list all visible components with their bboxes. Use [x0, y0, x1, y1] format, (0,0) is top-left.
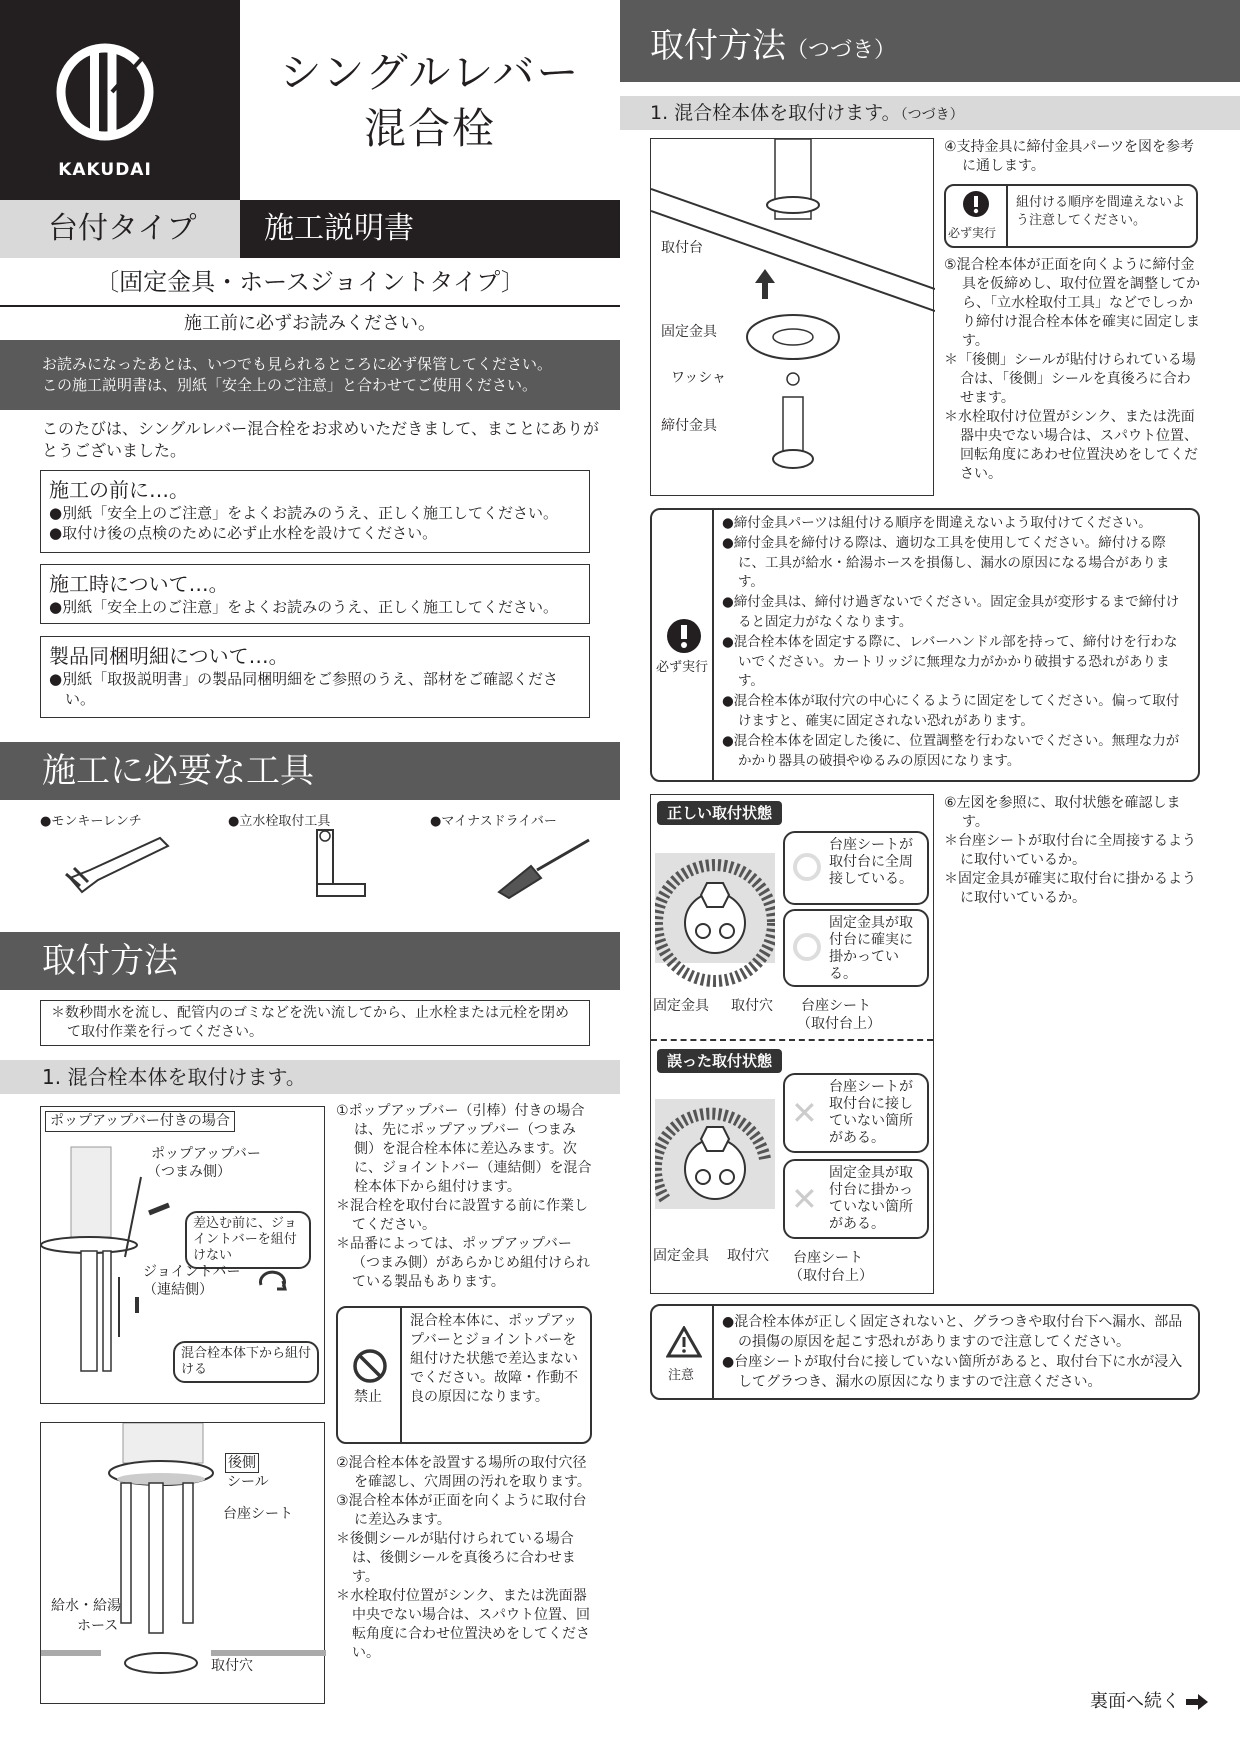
tool-driver-label: ●マイナスドライバー: [430, 814, 557, 829]
must-do-box-label: 必ず実行: [656, 660, 709, 675]
step-5-note-1: ＊「後側」シールが貼付けられている場合は、「後側」シールを真後ろに合わせます。: [944, 352, 1196, 406]
wrong-bubble-2: [783, 1159, 929, 1239]
joint-bar-label: ジョイントバー: [143, 1264, 241, 1280]
fix-bracket-label: 固定金具: [661, 324, 717, 340]
steps-right-2: [944, 794, 1202, 908]
wrong-bubble-2-text: 固定金具が取付台に掛かっていない箇所がある。: [829, 1165, 913, 1232]
mount-state-figure: [650, 794, 934, 1294]
during-work-item: ●別紙「安全上のご注意」をよくお読みのうえ、正しく施工してください。: [49, 598, 558, 616]
brand-logo-block: [0, 0, 240, 200]
popup-callout-1: 差込む前に、ジョイントバーを組付けない: [185, 1211, 311, 1269]
right-heading: [620, 0, 1240, 82]
correct-sheet-label: 台座シート: [801, 998, 871, 1014]
must-do-icon: [962, 190, 990, 218]
rotate-arrow-icon: [255, 1267, 291, 1297]
caution-divider: [712, 1306, 714, 1398]
back-seal-label: 後側: [225, 1453, 259, 1473]
popup-figure-title: ポップアップバー付きの場合: [45, 1111, 235, 1132]
subtitle: 〔固定金具・ホースジョイントタイプ〕: [95, 268, 525, 296]
page-title: [240, 45, 620, 157]
prohibit-box: [336, 1306, 592, 1444]
popup-bar-sublabel: （つまみ側）: [147, 1164, 231, 1180]
install-heading: 取付方法: [0, 932, 620, 990]
doc-label: 施工説明書: [240, 200, 620, 258]
hose-label-2: ホース: [77, 1618, 119, 1634]
tool-socket-label: ●立水栓取付工具: [228, 814, 331, 829]
step-3-note-2: ＊水栓取付位置がシンク、または洗面器中央でない場合は、スパウト位置、回転角度に合わせ位置決めをしてください。: [336, 1588, 590, 1661]
must-do-box: [650, 508, 1200, 782]
keep-notice: [0, 340, 620, 410]
step-3-note-1: ＊後側シールが貼付けられている場合は、後側シールを真後ろに合わせます。: [336, 1531, 576, 1585]
wrong-sheet-label: 台座シート: [793, 1250, 863, 1266]
correct-bubble-2: [783, 909, 929, 987]
base-sheet-label: 台座シート: [223, 1506, 293, 1522]
during-work-box: [40, 564, 590, 624]
ng-mark-icon: ✕: [791, 1094, 818, 1132]
must-do-box-divider: [712, 510, 714, 780]
wrong-state-tag: 誤った取付状態: [657, 1049, 782, 1073]
flush-note: ＊数秒間水を流し、配管内のゴミなどを洗い流してから、止水栓または元栓を閉めて取付作業を行ってください。: [40, 1000, 590, 1046]
steps-left-2: [336, 1454, 592, 1663]
must-do-list: [722, 514, 1190, 771]
fix-fastener-label: 締付金具: [661, 418, 717, 434]
wrong-bubble-1-text: 台座シートが取付台に接していない箇所がある。: [829, 1079, 913, 1146]
prohibit-text: 混合栓本体に、ポップアップバーとジョイントバーを組付けた状態で差込まないでください。故障・作動不良の原因になります。: [410, 1313, 578, 1405]
before-work-title: 施工の前に…。: [49, 478, 189, 502]
correct-bubble-2-text: 固定金具が取付台に確実に掛かっている。: [829, 915, 913, 982]
wrong-sheet-sublabel: （取付台上）: [789, 1268, 873, 1284]
read-before-text: 施工前に必ずお読みください。: [184, 313, 436, 334]
correct-bubble-1-text: 台座シートが取付台に全周接している。: [829, 837, 913, 887]
popup-callout-2: 混合栓本体下から組付ける: [173, 1341, 319, 1383]
caution-label: 注意: [668, 1368, 695, 1383]
fixing-figure: [650, 138, 934, 496]
socket-tool-icon: [305, 826, 375, 906]
steps-left: [336, 1102, 592, 1292]
step-5-note-2: ＊水栓取付け位置がシンク、または洗面器中央でない場合は、スパウト位置、回転角度にあわせ位置決めをしてください。: [944, 409, 1198, 482]
fixing-parts-illustration-icon: [651, 139, 935, 497]
wrong-hole-label: 取付穴: [727, 1248, 769, 1264]
fix-base-label: 取付台: [661, 240, 703, 256]
correct-sheet-sublabel: （取付台上）: [797, 1016, 881, 1032]
caution-list: [722, 1312, 1192, 1392]
bundled-box: [40, 636, 590, 718]
continue-link[interactable]: [1090, 1690, 1208, 1714]
popup-figure: [40, 1106, 325, 1404]
before-work-box: [40, 470, 590, 553]
fix-washer-label: ワッシャ: [671, 370, 727, 386]
correct-mount-illustration-icon: [655, 833, 775, 993]
correct-bracket-label: 固定金具: [653, 998, 709, 1014]
step-2-text: ②混合栓本体を設置する場所の取付穴径を確認し、穴周囲の汚れを取ります。: [336, 1455, 591, 1490]
prohibit-divider: [400, 1308, 402, 1442]
brand-name: KAKUDAI: [58, 160, 152, 180]
prohibit-label: 禁止: [354, 1389, 382, 1405]
correct-state-tag: 正しい取付状態: [657, 801, 782, 825]
step-4-text: ④支持金具に締付金具パーツを図を参考に通します。: [944, 139, 1194, 174]
correct-bubble-1: [783, 831, 929, 905]
mount-hole-label: 取付穴: [211, 1658, 253, 1674]
step-1-note-1: ＊混合栓を取付台に設置する前に作業してください。: [336, 1198, 588, 1233]
tools-heading: 施工に必要な工具: [0, 742, 620, 800]
continue-text: 裏面へ続く: [1090, 1691, 1180, 1712]
before-work-item: ●取付け後の点検のために必ず止水栓を設けてください。: [49, 524, 438, 542]
order-must-box: [944, 184, 1198, 248]
keep-notice-line2: この施工説明書は、別紙「安全上のご注意」と合わせてご使用ください。: [42, 376, 538, 394]
divider: [0, 305, 620, 307]
must-do-item: ●締付金具を締付ける際は、適切な工具を使用してください。締付ける際に、工具が給水・給湯ホースを損傷し、漏水の原因になる場合があります。: [722, 534, 1170, 591]
keep-notice-line1: お読みになったあとは、いつでも見られるところに必ず保管してください。: [42, 355, 553, 373]
ng-mark-icon: ✕: [791, 1180, 818, 1218]
step-6-text: ⑥左図を参照に、取付状態を確認します。: [944, 795, 1181, 830]
wrong-bubble-1: [783, 1073, 929, 1153]
bundled-title: 製品同梱明細について…。: [49, 644, 289, 668]
wrong-mount-illustration-icon: [655, 1079, 775, 1239]
caution-box: [650, 1304, 1200, 1400]
step-6-note-2: ＊固定金具が確実に取付台に掛かるように取付いているか。: [944, 871, 1196, 906]
screwdriver-icon: [495, 838, 595, 900]
must-do-item: ●締付金具は、締付け過ぎないでください。固定金具が変形するまで締付けると固定力がなくなります。: [722, 594, 1180, 630]
warning-triangle-icon: [666, 1326, 702, 1358]
step1-heading: 1. 混合栓本体を取付けます。: [0, 1060, 620, 1094]
step-1-text: ①ポップアップバー（引棒）付きの場合は、先にポップアップバー（つまみ側）を混合栓本体に差込みます。次に、ジョイントバー（連結側）を混合栓本体下から組付けます。: [336, 1103, 592, 1195]
right-step1-title: 1. 混合栓本体を取付けます。: [650, 102, 901, 124]
thanks-text: このたびは、シングルレバー混合栓をお求めいただきまして、まことにありがとうございました。: [42, 419, 599, 460]
popup-bar-label: ポップアップバー: [151, 1146, 261, 1162]
right-heading-sub: （つづき）: [786, 38, 897, 63]
state-divider: [651, 1039, 933, 1041]
caution-item: ●混合栓本体が正しく固定されないと、グラつきや取付台下へ漏水、部品の損傷の原因を起こす恐れがありますので注意してください。: [722, 1314, 1183, 1350]
step-1-note-2: ＊品番によっては、ポップアップバー（つまみ側）があらかじめ組付けられている製品もあります。: [336, 1236, 590, 1290]
kakudai-logo-icon: [50, 42, 160, 142]
right-heading-title: 取付方法: [650, 26, 786, 66]
correct-hole-label: 取付穴: [731, 998, 773, 1014]
order-must-text: 組付ける順序を間違えないよう注意してください。: [1016, 195, 1186, 228]
step-6-note-1: ＊台座シートが取付台に全周接するように取付いているか。: [944, 833, 1196, 868]
order-must-divider: [1006, 186, 1008, 246]
must-do-item: ●混合栓本体を固定した後に、位置調整を行わないでください。無理な力がかかり器具の破損やゆるみの原因になります。: [722, 732, 1180, 769]
step-5-text: ⑤混合栓本体が正面を向くように締付金具を仮締めし、取付位置を調整してから、「立水栓取付工具」などでしっかり締付け混合栓本体を確実に固定します。: [944, 257, 1200, 349]
title-line1: シングルレバー: [279, 48, 581, 97]
ok-mark-icon: [793, 933, 821, 961]
faucet-hose-illustration-icon: [41, 1423, 326, 1705]
prohibit-icon: [352, 1348, 388, 1384]
arrow-right-icon: [1186, 1694, 1208, 1710]
steps-right: [944, 256, 1202, 484]
title-line2: 混合栓: [363, 104, 496, 153]
must-do-item: ●混合栓本体が取付穴の中心にくるように固定をしてください。偏って取付けますと、確実に固定されない恐れがあります。: [722, 693, 1180, 729]
seal-label: シール: [227, 1474, 269, 1490]
type-label: 台付タイプ: [0, 200, 240, 258]
step-3-text: ③混合栓本体が正面を向くように取付台に差込みます。: [336, 1493, 587, 1528]
tool-wrench-label: ●モンキーレンチ: [40, 814, 142, 829]
must-do-item: ●締付金具パーツは組付ける順序を間違えないよう取付けてください。: [722, 515, 1152, 531]
must-do-item: ●混合栓本体を固定する際に、レバーハンドル部を持って、締付けを行わないでください。カートリッジに無理な力がかかり破損する恐れがあります。: [722, 633, 1178, 690]
order-must-label: 必ず実行: [948, 226, 997, 240]
right-step1-sub: （つづき）: [900, 107, 964, 123]
wrong-bracket-label: 固定金具: [653, 1248, 709, 1264]
during-work-title: 施工時について…。: [49, 572, 229, 596]
before-work-item: ●別紙「安全上のご注意」をよくお読みのうえ、正しく施工してください。: [49, 504, 558, 522]
wrench-icon: [60, 830, 180, 900]
joint-bar-sublabel: （連結側）: [143, 1282, 213, 1298]
hose-label-1: 給水・給湯: [51, 1598, 121, 1614]
caution-item: ●台座シートが取付台に接していない箇所があると、取付台下に水が浸入してグラつき、漏水の原因になりますので注意ください。: [722, 1354, 1183, 1390]
must-do-large-icon: [666, 618, 702, 654]
right-step1-heading: [620, 96, 1240, 130]
bundled-item: ●別紙「取扱説明書」の製品同梱明細をご参照のうえ、部材をご確認ください。: [49, 670, 558, 708]
hose-figure: [40, 1422, 325, 1704]
ok-mark-icon: [793, 853, 821, 881]
